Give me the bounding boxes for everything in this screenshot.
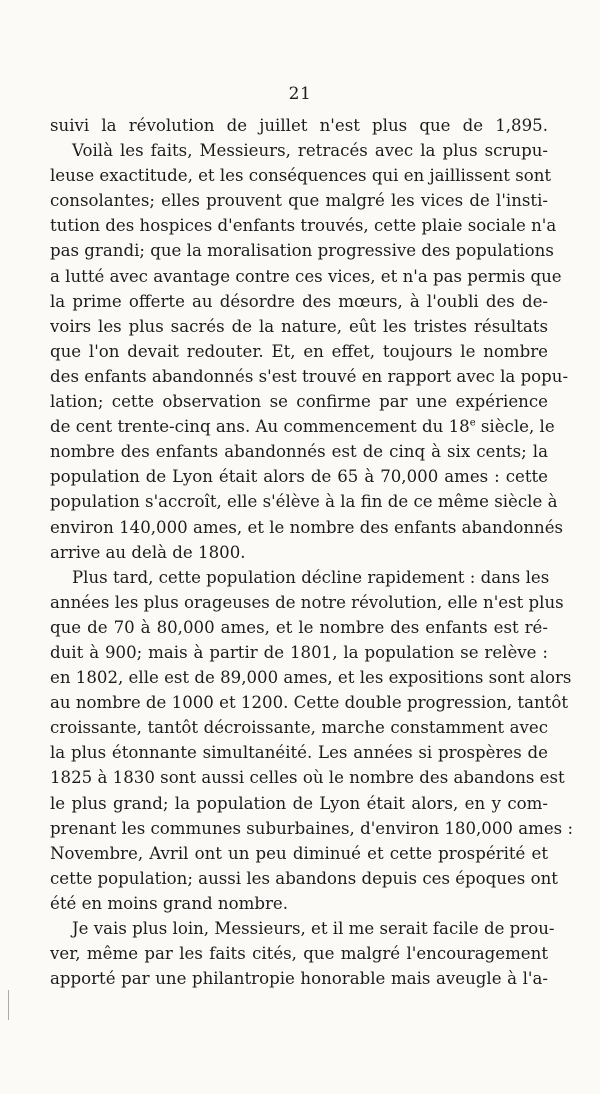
text-line: population de Lyon était alors de 65 à 70,000 ames : cette: [50, 467, 548, 487]
text-line: ver, même par les faits cités, que malgré l'encouragement: [50, 944, 548, 964]
margin-mark: [8, 990, 9, 1020]
text-line: prenant les communes suburbaines, d'environ 180,000 ames :: [50, 818, 574, 838]
text-line: Novembre, Avril ont un peu diminué et cette prospérité et: [50, 843, 548, 863]
text-line: cette population; aussi les abandons depuis ces époques ont: [50, 868, 558, 888]
text-line: duit à 900; mais à partir de 1801, la population se relève :: [50, 642, 548, 662]
text-line: été en moins grand nombre.: [50, 893, 288, 913]
text-line: lation; cette observation se confirme par une expérience: [50, 392, 548, 412]
page-number: 21: [288, 84, 312, 104]
text-line: pas grandi; que la moralisation progressive des populations: [50, 241, 554, 261]
text-line: croissante, tantôt décroissante, marche constamment avec: [50, 718, 548, 738]
text-line: que de 70 à 80,000 ames, et le nombre des enfants est ré-: [50, 617, 548, 637]
text-line: population s'accroît, elle s'élève à la fin de ce même siècle à: [50, 492, 558, 512]
text-line: tution des hospices d'enfants trouvés, cette plaie sociale n'a: [50, 216, 557, 236]
text-line: des enfants abandonnés s'est trouvé en rapport avec la popu-: [50, 366, 569, 386]
text-line: suivi la révolution de juillet n'est plus que de 1,895.: [50, 116, 548, 135]
text-line: le plus grand; la population de Lyon était alors, en y com-: [50, 793, 548, 813]
text-line: arrive au delà de 1800.: [50, 542, 246, 562]
text-line: années les plus orageuses de notre révolution, elle n'est plus: [50, 592, 564, 612]
text-line: environ 140,000 ames, et le nombre des enfants abandonnés: [50, 517, 564, 537]
text-line: 1825 à 1830 sont aussi celles où le nombre des abandons est: [50, 768, 565, 788]
text-line: en 1802, elle est de 89,000 ames, et les expositions sont alors: [50, 668, 572, 688]
text-line: Voilà les faits, Messieurs, retracés avec la plus scrupu-: [72, 141, 548, 161]
text-line: voirs les plus sacrés de la nature, eût les tristes résultats: [50, 316, 548, 336]
text-line: que l'on devait redouter. Et, en effet, toujours le nombre: [50, 341, 548, 361]
text-line: Je vais plus loin, Messieurs, et il me serait facile de prou-: [72, 919, 555, 938]
text-line: consolantes; elles prouvent que malgré les vices de l'insti-: [50, 191, 548, 211]
text-line: Plus tard, cette population décline rapidement : dans les: [72, 567, 550, 587]
text-line: la plus étonnante simultanéité. Les années si prospères de: [50, 743, 548, 763]
body-text: [50, 113, 574, 991]
text-line: au nombre de 1000 et 1200. Cette double progression, tantôt: [50, 693, 569, 713]
text-line: apporté par une philantropie honorable mais aveugle à l'a-: [50, 969, 548, 989]
text-line: de cent trente-cinq ans. Au commencement du 18e siècle, le: [50, 417, 555, 437]
text-line: nombre des enfants abandonnés est de cinq à six cents; la: [50, 442, 548, 462]
text-line: a lutté avec avantage contre ces vices, et n'a pas permis que: [50, 266, 562, 286]
text-line: leuse exactitude, et les conséquences qui en jaillissent sont: [50, 166, 552, 186]
text-line: la prime offerte au désordre des mœurs, à l'oubli des de-: [50, 291, 548, 311]
